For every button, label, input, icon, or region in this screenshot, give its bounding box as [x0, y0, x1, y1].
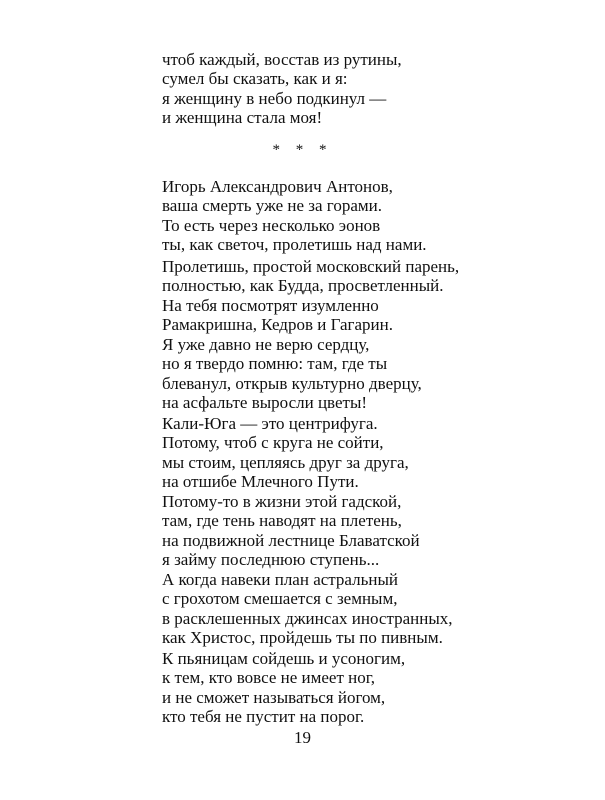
poem-line: Я уже давно не верю сердцу, — [162, 335, 370, 354]
stanza-8 — [162, 649, 405, 726]
poem-line: Пролетишь, простой московский парень, — [162, 257, 460, 276]
poem-line: блеванул, открыв культурно дверцу, — [162, 373, 422, 393]
poem-line: А когда навеки план астральный — [162, 570, 398, 589]
poem-line: кто тебя не пустит на порог. — [162, 706, 365, 726]
stanza-1 — [162, 50, 402, 127]
poem-line: на отшибе Млечного Пути. — [162, 471, 359, 491]
poem-line: мы стоим, цепляясь друг за друга, — [162, 452, 409, 472]
poem-line: и женщина стала моя! — [162, 107, 323, 127]
stanza-4 — [162, 335, 422, 412]
poem-line: чтоб каждый, восстав из рутины, — [162, 50, 402, 69]
stanza-3 — [162, 257, 459, 334]
poem-line: на подвижной лестнице Блаватской — [162, 530, 420, 550]
poem-line: ты, как светоч, пролетишь над нами. — [162, 234, 427, 254]
poem-line: с грохотом смешается с земным, — [162, 589, 398, 609]
poem-line: полностью, как Будда, просветленный. — [162, 276, 444, 296]
poem-line: Потому-то в жизни этой гадской, — [162, 492, 402, 511]
poem-line: Потому, чтоб с круга не сойти, — [162, 433, 384, 453]
stanza-7 — [162, 570, 453, 647]
poem-line: к тем, кто вовсе не имеет ног, — [162, 668, 376, 688]
poem-line: Кали-Юга — это центрифуга. — [162, 414, 378, 433]
poem-line: в расклешенных джинсах иностранных, — [162, 608, 453, 628]
poem-line: но я твердо помню: там, где ты — [162, 354, 388, 374]
poem-line: То есть через несколько эонов — [162, 215, 381, 235]
poem-line: и не сможет называться йогом, — [162, 687, 386, 707]
poem-line: Игорь Александрович Антонов, — [162, 177, 393, 196]
poem-line: Рамакришна, Кедров и Гагарин. — [162, 314, 393, 334]
page-number: 19 — [294, 728, 311, 747]
stanza-6 — [162, 492, 420, 569]
poem-line: там, где тень наводят на плетень, — [162, 511, 402, 531]
poem-line: К пьяницам сойдешь и усоногим, — [162, 649, 406, 668]
stanza-2 — [162, 177, 427, 254]
poem-line: ваша смерть уже не за горами. — [162, 196, 382, 216]
poem-line: я займу последнюю ступень... — [162, 549, 380, 569]
stanza-5 — [162, 414, 409, 491]
section-divider: * * * — [272, 142, 333, 158]
poem-line: На тебя посмотрят изумленно — [162, 295, 379, 315]
poem-line: сумел бы сказать, как и я: — [162, 69, 348, 89]
poem-line: как Христос, пройдешь ты по пивным. — [162, 627, 443, 647]
poem-line: я женщину в небо подкинул — — [162, 88, 387, 108]
poem-line: на асфальте выросли цветы! — [162, 392, 368, 412]
